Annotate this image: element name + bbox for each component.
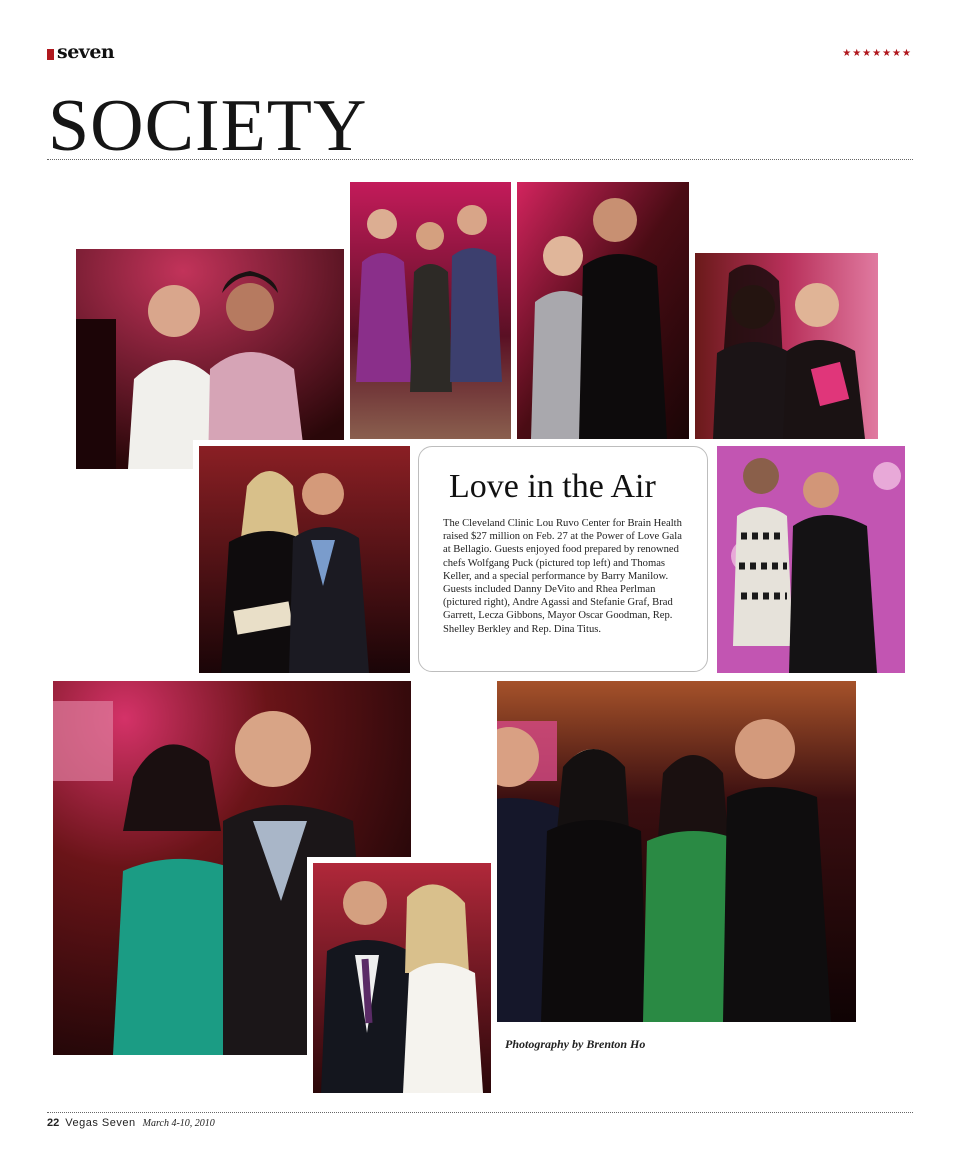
photo-three-women [350, 182, 511, 439]
footer-divider [47, 1112, 913, 1113]
article-box [418, 446, 708, 672]
article-headline: Love in the Air [449, 468, 656, 505]
photo-two-women [695, 253, 878, 439]
section-title: SOCIETY [48, 85, 368, 167]
brand-mark [47, 49, 54, 60]
photo-couple-silver [517, 182, 689, 439]
photo-couple-clutch [193, 440, 416, 679]
rating-stars: ★★★★★★★ [842, 48, 912, 59]
photo-chef-pair [76, 249, 344, 469]
article-body: The Cleveland Clinic Lou Ruvo Center for Brain Health raised $27 million on Feb. 27 at the Power of Love Gala at Bellagio. Guests enjoyed food prepared by renowned chefs Wolfgang Puck (pictured top left) and Thomas Keller, and a special performance by Barry Manilow. Guests included Danny DeVito and Rhea Perlman (pictured right), Andre Agassi and Stefanie Graf, Brad Garrett, Lecza Gibbons, Mayor Oscar Goodman, Rep. Shelley Berkley and Rep. Dina Titus. [443, 518, 682, 635]
photo-devito-perlman [717, 446, 905, 673]
page-folio [47, 1117, 215, 1129]
page-number: 22 [47, 1117, 60, 1129]
photo-couple-white-dress [307, 857, 497, 1099]
photo-credit: Photography by Brenton Ho [505, 1037, 646, 1051]
issue-date: March 4-10, 2010 [142, 1118, 215, 1129]
publication-name: Vegas Seven [65, 1117, 136, 1129]
photo-foursome [497, 681, 856, 1022]
brand-logo: seven [57, 41, 115, 63]
header-divider [47, 159, 913, 160]
